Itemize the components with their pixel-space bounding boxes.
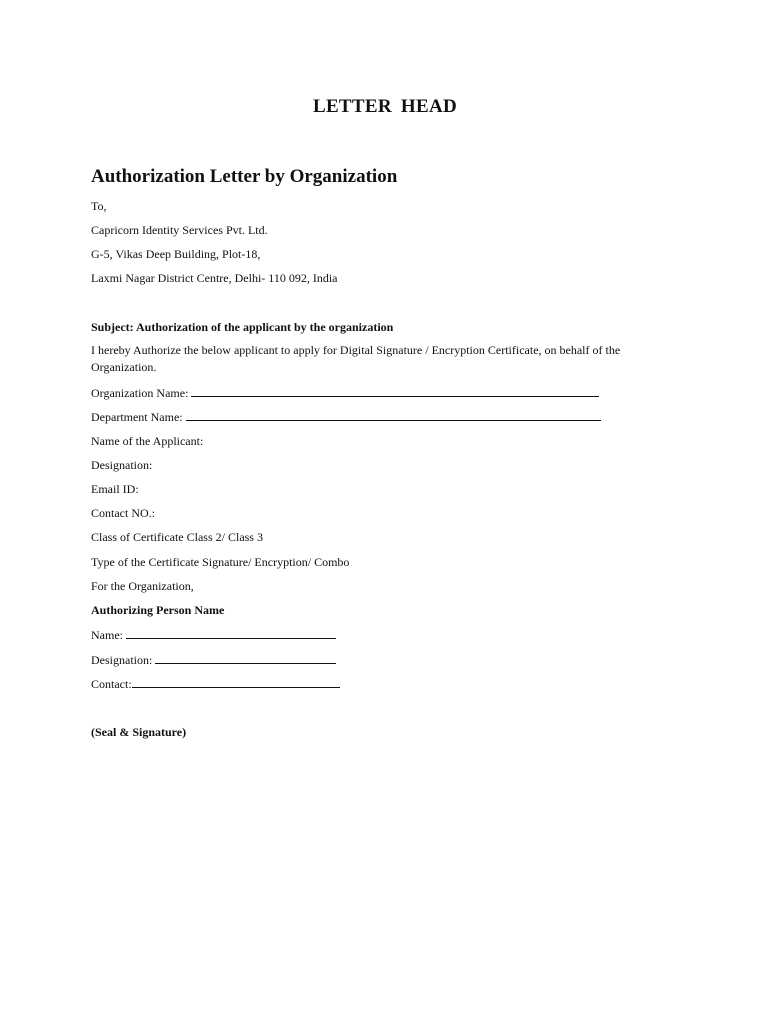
letterhead-title: LETTER HEAD <box>312 96 458 117</box>
applicant-name-label: Name of the Applicant: <box>91 434 204 448</box>
authorizing-name-label: Name: <box>91 628 123 642</box>
authorizing-designation-label: Designation: <box>91 653 153 667</box>
authorizing-contact-line[interactable] <box>132 676 340 688</box>
department-name-line[interactable] <box>186 409 601 421</box>
authorizing-designation-field <box>91 652 336 667</box>
document-title: Authorization Letter by Organization <box>91 166 398 187</box>
subject-line: Subject: Authorization of the applicant by the organization <box>91 320 394 334</box>
authorizing-name-line[interactable] <box>126 627 336 639</box>
organization-name-field <box>91 385 599 400</box>
authorizing-contact-field <box>91 676 340 691</box>
authorizing-name-field <box>91 627 336 642</box>
class-of-certificate-label: Class of Certificate Class 2/ Class 3 <box>91 530 263 544</box>
organization-name-line[interactable] <box>191 385 599 397</box>
designation-label: Designation: <box>91 458 153 472</box>
contact-label: Contact NO.: <box>91 506 155 520</box>
address-line-1: Capricorn Identity Services Pvt. Ltd. <box>91 223 268 237</box>
authorizing-designation-line[interactable] <box>155 652 336 664</box>
email-label: Email ID: <box>91 482 139 496</box>
seal-signature-text: (Seal & Signature) <box>91 725 187 739</box>
address-to: To, <box>91 199 107 213</box>
type-of-certificate-label: Type of the Certificate Signature/ Encryption/ Combo <box>91 555 350 569</box>
authorizing-person-heading: Authorizing Person Name <box>91 603 225 617</box>
department-name-field <box>91 409 601 424</box>
for-organization-text: For the Organization, <box>91 579 194 593</box>
address-line-2: G-5, Vikas Deep Building, Plot-18, <box>91 247 261 261</box>
authorizing-contact-label: Contact: <box>91 677 132 691</box>
body-paragraph: I hereby Authorize the below applicant to apply for Digital Signature / Encryption Certificate, on behalf of the Organization. <box>91 343 621 374</box>
address-line-3: Laxmi Nagar District Centre, Delhi- 110 092, India <box>91 271 338 285</box>
organization-name-label: Organization Name: <box>91 386 189 400</box>
department-name-label: Department Name: <box>91 410 183 424</box>
